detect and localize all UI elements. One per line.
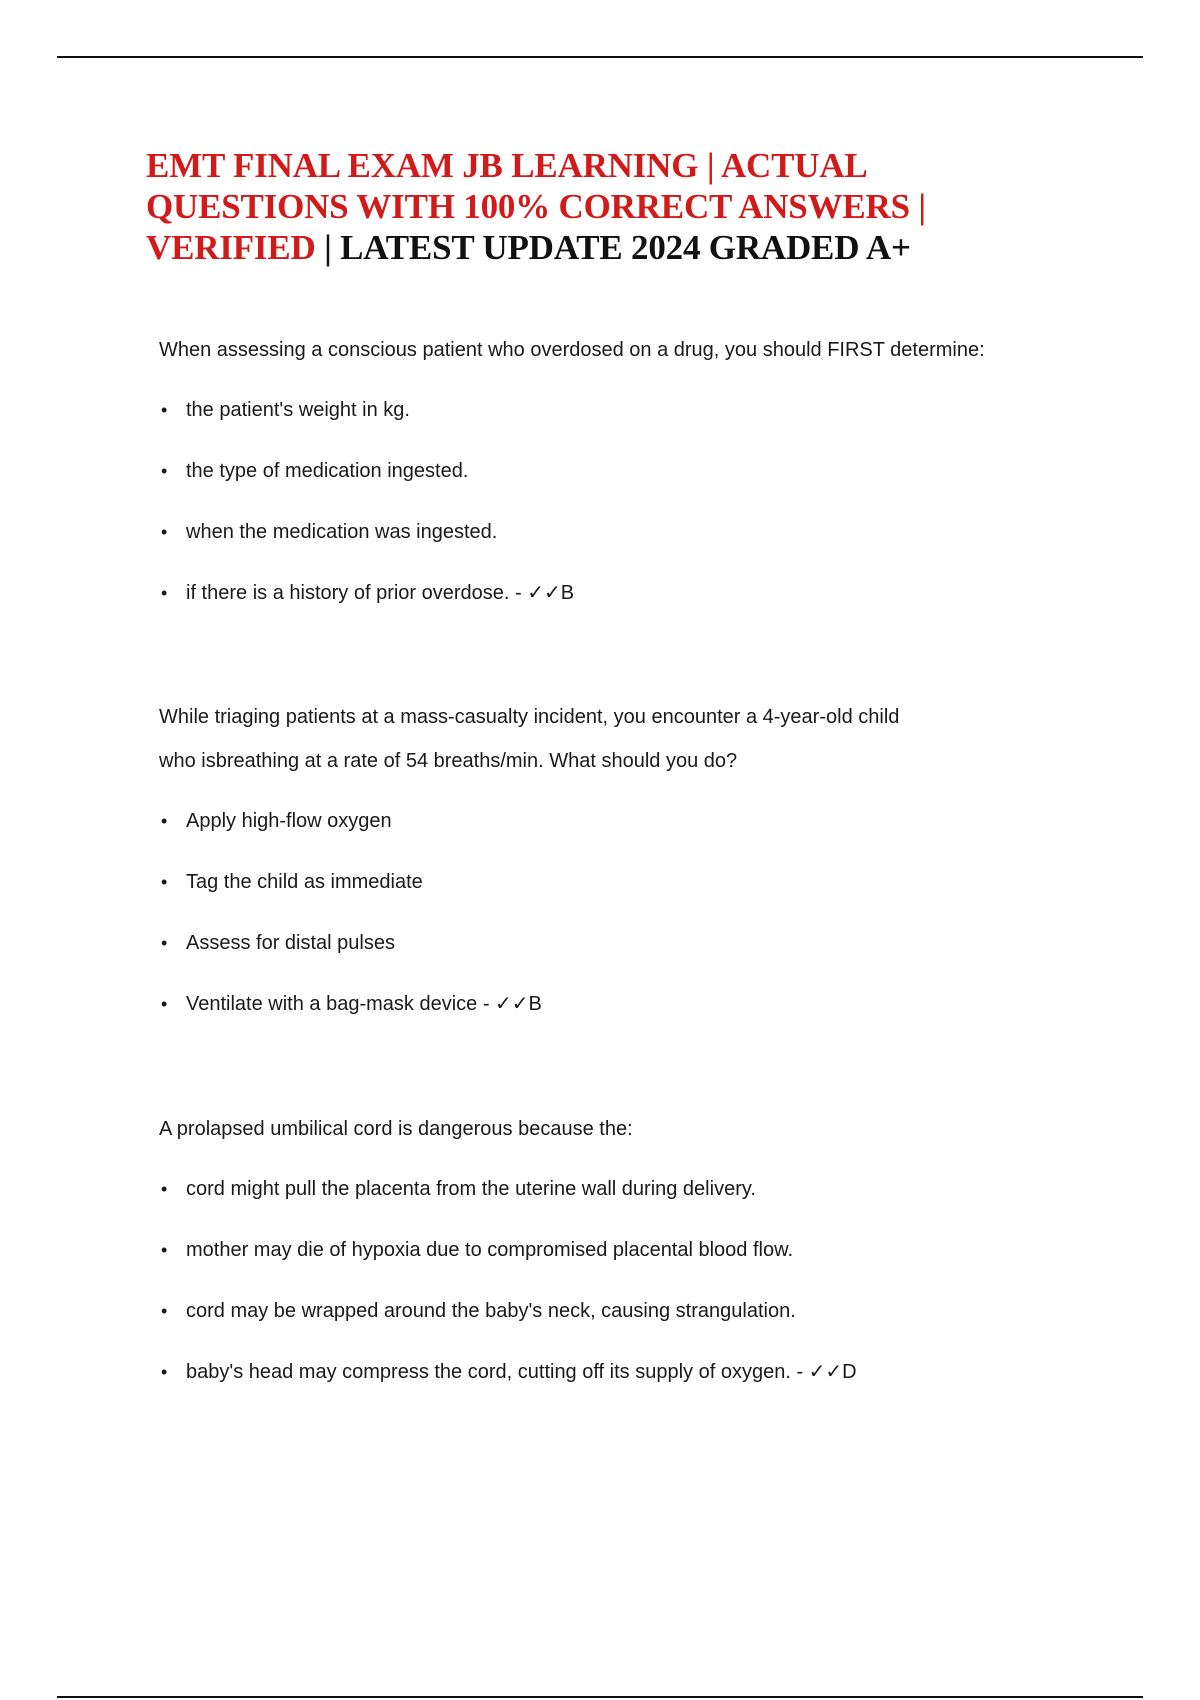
bullet-icon: •: [161, 994, 168, 1014]
document-title: [146, 145, 1006, 268]
option-text: mother may die of hypoxia due to compromised placental blood flow.: [186, 1239, 794, 1261]
answer-option: [159, 1228, 1079, 1289]
option-text: the type of medication ingested.: [186, 460, 469, 482]
question-block-2: [159, 695, 1079, 1026]
option-text: Apply high-flow oxygen: [186, 810, 392, 832]
question-text: A prolapsed umbilical cord is dangerous because the:: [159, 1118, 633, 1140]
top-rule: [57, 56, 1143, 58]
answer-option: [159, 449, 1079, 510]
answer-option: [159, 1167, 1079, 1228]
bullet-icon: •: [161, 522, 168, 542]
answer-option: [159, 510, 1079, 571]
option-text: Assess for distal pulses: [186, 932, 395, 954]
option-text: cord may be wrapped around the baby's neck, causing strangulation.: [186, 1300, 796, 1322]
bullet-icon: •: [161, 811, 168, 831]
answer-option: [159, 860, 1079, 921]
bullet-icon: •: [161, 1240, 168, 1260]
option-text: Ventilate with a bag-mask device - ✓✓B: [186, 993, 542, 1015]
bullet-icon: •: [161, 1179, 168, 1199]
bullet-icon: •: [161, 933, 168, 953]
answer-option: [159, 571, 1079, 615]
answer-option: [159, 1289, 1079, 1350]
title-red-part: EMT FINAL EXAM JB LEARNING | ACTUAL QUESTIONS WITH 100% CORRECT ANSWERS | VERIFIED: [146, 146, 926, 267]
question-block-1: [159, 328, 1079, 615]
answer-option: [159, 799, 1079, 860]
bullet-icon: •: [161, 400, 168, 420]
question-text: When assessing a conscious patient who overdosed on a drug, you should FIRST determine:: [159, 339, 985, 361]
option-text: Tag the child as immediate: [186, 871, 423, 893]
bullet-icon: •: [161, 461, 168, 481]
question-text-line-1: While triaging patients at a mass-casualty incident, you encounter a 4-year-old child: [159, 706, 900, 728]
option-text: cord might pull the placenta from the uterine wall during delivery.: [186, 1178, 756, 1200]
bottom-rule: [57, 1696, 1143, 1698]
answer-option: [159, 982, 1079, 1026]
answer-option: [159, 388, 1079, 449]
option-text: if there is a history of prior overdose. - ✓✓B: [186, 582, 575, 604]
bullet-icon: •: [161, 1362, 168, 1382]
answer-option: [159, 921, 1079, 982]
bullet-icon: •: [161, 1301, 168, 1321]
title-black-part: | LATEST UPDATE 2024 GRADED A+: [315, 228, 911, 267]
option-text: the patient's weight in kg.: [186, 399, 410, 421]
answer-options: [159, 1167, 1079, 1394]
answer-option: [159, 1350, 1079, 1394]
question-block-3: [159, 1107, 1079, 1394]
answer-options: [159, 799, 1079, 1026]
option-text: when the medication was ingested.: [186, 521, 498, 543]
bullet-icon: •: [161, 872, 168, 892]
option-text: baby's head may compress the cord, cutting off its supply of oxygen. - ✓✓D: [186, 1361, 857, 1383]
answer-options: [159, 388, 1079, 615]
bullet-icon: •: [161, 583, 168, 603]
question-text-line-2: who isbreathing at a rate of 54 breaths/min. What should you do?: [159, 750, 738, 772]
